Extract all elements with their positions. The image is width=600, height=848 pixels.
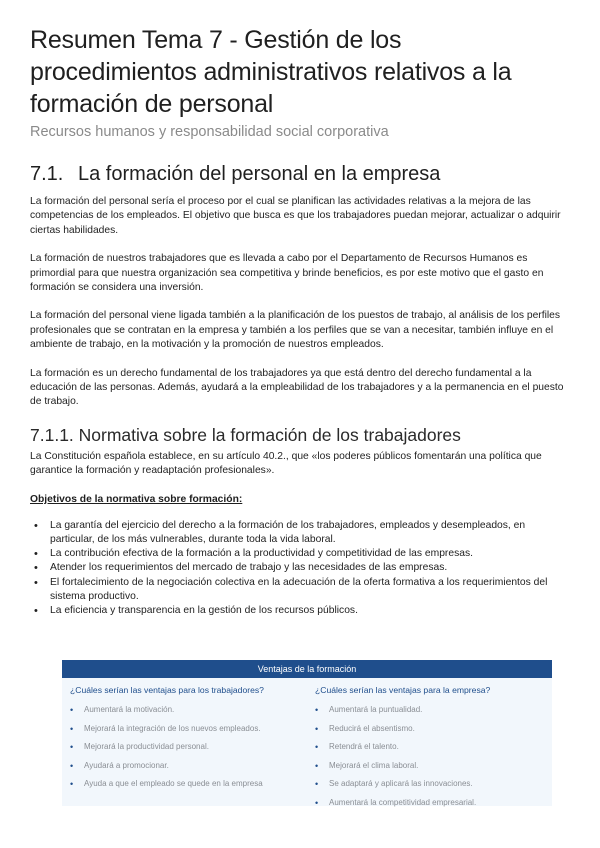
list-item: • El fortalecimiento de la negociación colectiva en la adecuación de la oferta formativa a los requerimientos del sistema productivo. [50,576,570,604]
section-heading [30,161,570,187]
objectives-list [30,519,570,618]
section-number: 7.1. [30,163,64,185]
paragraph: La formación del personal viene ligada también a la planificación de los puestos de trabajo, al análisis de los perfiles profesionales que se contratan en la empresa y también a los perfiles que se van a necesitar, también influye en el ambiente de trabajo, en la motivación y la promoción de nuestros empleados. [30,310,561,351]
paragraph: La formación del personal sería el proceso por el cual se planifican las actividades relativas a la mejora de las competencias de los empleados. El objetivo que busca es que los trabajadores puedan mejorar, actualizar o adquirir ciertas habilidades. [30,196,561,236]
subsection-intro: La Constitución española establece, en su artículo 40.2., que «los poderes públicos fomentarán una política que garantice la formación y readaptación profesionales». [30,450,542,477]
paragraph: La formación es un derecho fundamental de los trabajadores ya que está dentro del derecho fundamental a la educación de las personas. Además, ayudará a la empleabilidad de los trabajadores y a la permanencia en el puesto de trabajo. [30,367,564,408]
paragraph: La formación de nuestros trabajadores que es llevada a cabo por el Departamento de Recursos Humanos es primordial para que nuestra organización sea competitiva y brinde beneficios, es por este motivo que el gasto en formación se considera una inversión. [30,253,544,294]
table-list-item: • Mejorará el clima laboral. [329,757,552,776]
table-list-item: • Mejorará la integración de los nuevos empleados. [84,720,307,739]
list-item: • La garantía del ejercicio del derecho a la formación de los trabajadores, empleados y desempleados, en particular, de los más vulnerables, durante toda la vida laboral. [50,519,570,547]
company-column [307,678,552,812]
list-item: • La contribución efectiva de la formación a la productividad y competitividad de las empresas. [50,547,570,561]
table-list-item: • Aumentará la competitividad empresarial. [329,794,552,813]
column-title: ¿Cuáles serían las ventajas para los trabajadores? [70,685,264,695]
list-item: • La eficiencia y transparencia en la gestión de los recursos públicos. [50,604,570,618]
subsection-heading: 7.1.1. Normativa sobre la formación de los trabajadores [30,424,461,445]
table-list-item: • Ayuda a que el empleado se quede en la empresa [84,775,307,794]
table-header: Ventajas de la formación [62,660,552,678]
page-subtitle: Recursos humanos y responsabilidad social corporativa [30,124,389,140]
table-list-item: • Mejorará la productividad personal. [84,738,307,757]
advantages-table [62,660,552,806]
table-list-item: • Aumentará la motivación. [84,701,307,720]
table-list-item: • Reducirá el absentismo. [329,720,552,739]
workers-column [62,678,307,812]
page-title: Resumen Tema 7 - Gestión de los procedimientos administrativos relativos a la formación de personal [30,26,512,118]
table-list-item: • Ayudará a promocionar. [84,757,307,776]
list-item: • Atender los requerimientos del mercado de trabajo y las necesidades de las empresas. [50,561,570,575]
section-title: La formación del personal en la empresa [78,163,441,185]
objectives-title: Objetivos de la normativa sobre formación: [30,493,243,505]
column-title: ¿Cuáles serían las ventajas para la empresa? [315,685,491,695]
table-list-item: • Se adaptará y aplicará las innovaciones. [329,775,552,794]
table-list-item: • Aumentará la puntualidad. [329,701,552,720]
table-list-item: • Retendrá el talento. [329,738,552,757]
